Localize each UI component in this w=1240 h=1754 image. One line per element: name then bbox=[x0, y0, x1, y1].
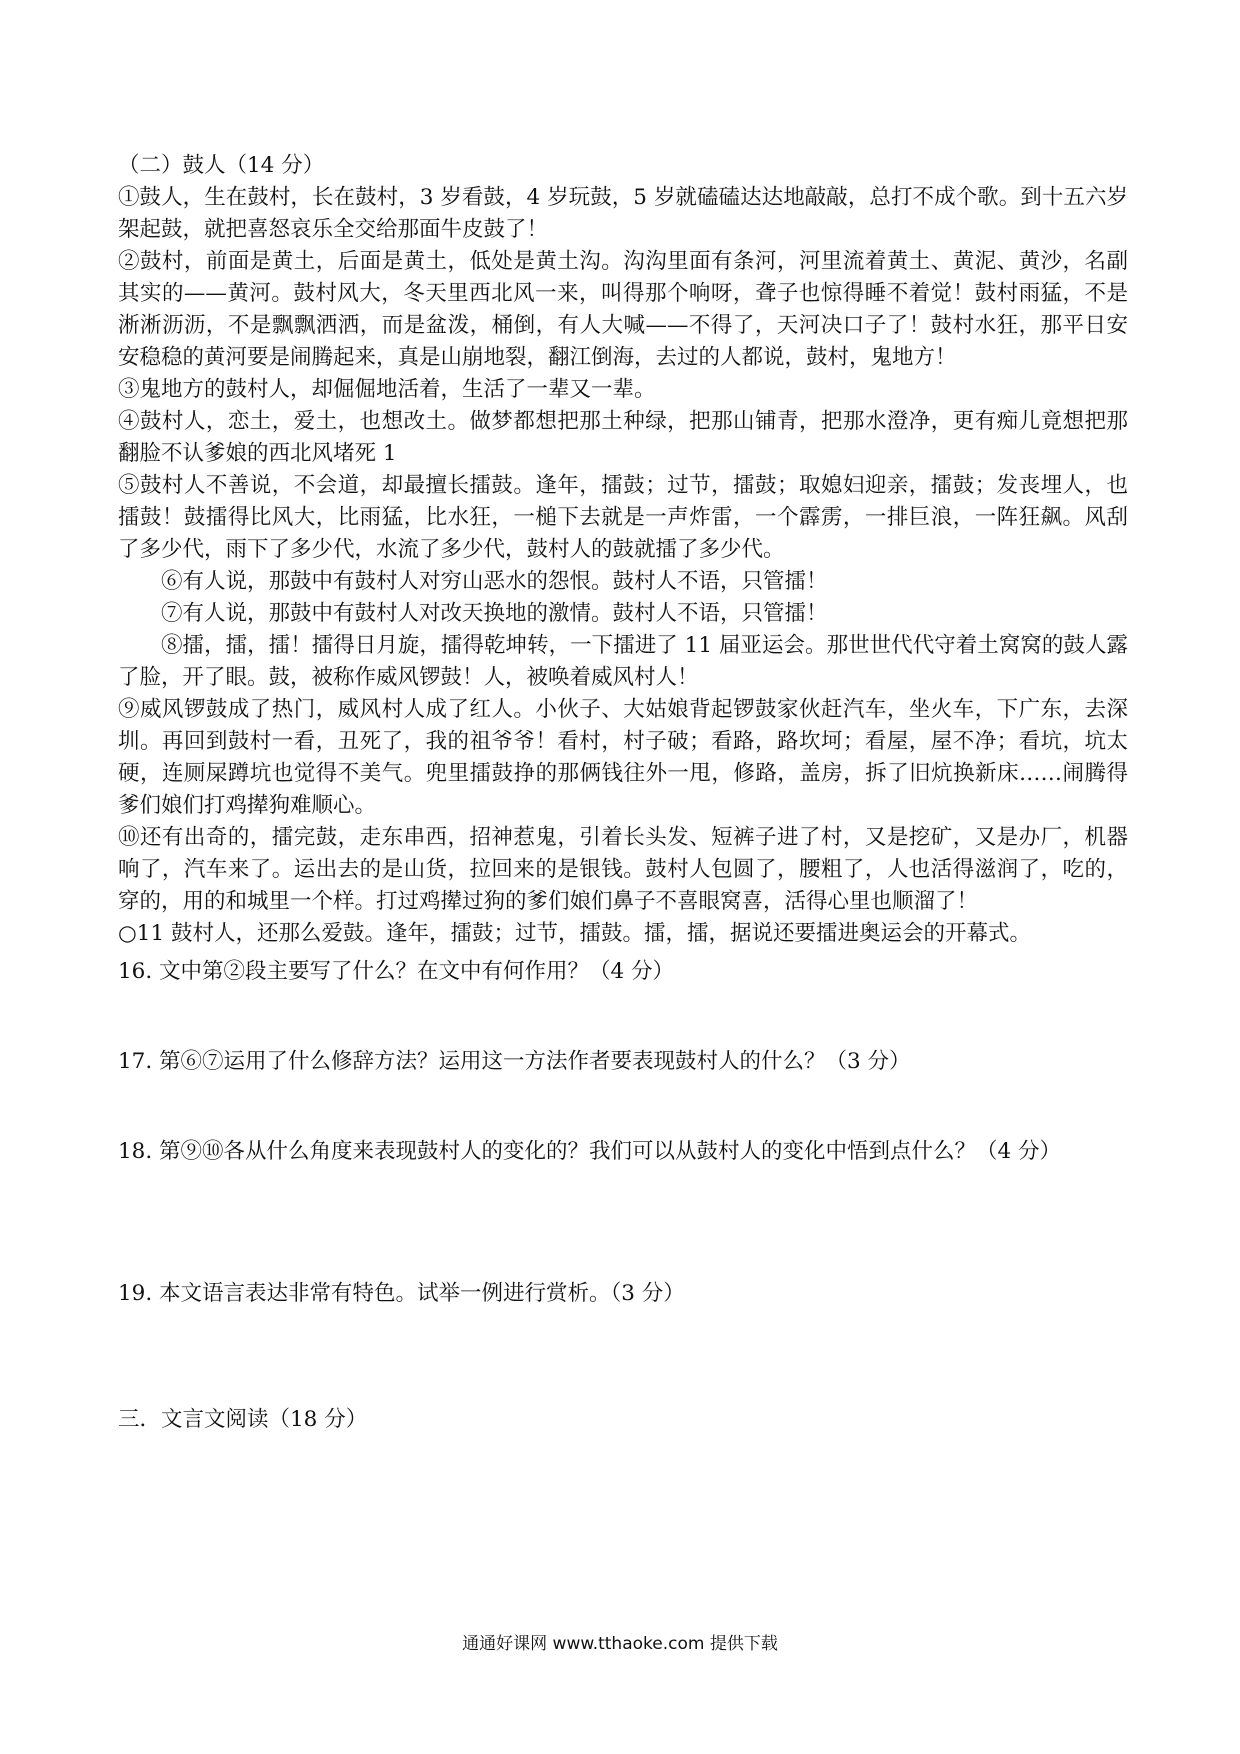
paragraph-6: ⑥有人说，那鼓中有鼓村人对穷山恶水的怨恨。鼓村人不语，只管擂！ bbox=[161, 569, 828, 594]
paragraph-11: ○11 鼓村人，还那么爱鼓。逢年，擂鼓；过节，擂鼓。擂，擂，据说还要擂进奥运会的开幕式。 bbox=[118, 921, 1031, 946]
paragraph-4: ④鼓村人，恋土，爱土，也想改土。做梦都想把那土种绿，把那山铺青，把那水澄净，更有痴儿竟想把那翻脸不认爹娘的西北风堵死 1 bbox=[118, 409, 1128, 466]
document-page bbox=[118, 150, 1128, 1436]
paragraph-9: ⑨威风锣鼓成了热门，威风村人成了红人。小伙子、大姑娘背起锣鼓家伙赶汽车，坐火车，下广东，去深圳。再回到鼓村一看，丑死了，我的祖爷爷！看村，村子破；看路，路坎坷；看屋，屋不净；看坑，坑太硬，连厕屎蹲坑也觉得不美气。兜里擂鼓挣的那俩钱往外一甩，修路，盖房，拆了旧炕换新床……闹腾得爹们娘们打鸡撵狗难顺心。 bbox=[118, 697, 1128, 818]
questions bbox=[118, 956, 1128, 1436]
paragraph-7: ⑦有人说，那鼓中有鼓村人对改天换地的激情。鼓村人不语，只管擂！ bbox=[161, 601, 828, 626]
paragraph-1: ①鼓人，生在鼓村，长在鼓村，3 岁看鼓，4 岁玩鼓，5 岁就磕磕达达地敲敲，总打不成个歌。到十五六岁架起鼓，就把喜怒哀乐全交给那面牛皮鼓了！ bbox=[118, 185, 1128, 242]
section-three-heading: 三．文言文阅读（18 分） bbox=[118, 1407, 368, 1432]
question-16: 16. 文中第②段主要写了什么？在文中有何作用？（4 分） bbox=[118, 959, 675, 984]
paragraph-10: ⑩还有出奇的，擂完鼓，走东串西，招神惹鬼，引着长头发、短裤子进了村，又是挖矿，又是办厂，机器响了，汽车来了。运出去的是山货，拉回来的是银钱。鼓村人包圆了，腰粗了，人也活得滋润了，吃的，穿的，用的和城里一个样。打过鸡撵过狗的爹们娘们鼻子不喜眼窝喜，活得心里也顺溜了！ bbox=[118, 825, 1128, 914]
question-19: 19. 本文语言表达非常有特色。试举一例进行赏析。（3 分） bbox=[118, 1281, 685, 1306]
footer-download-note: 通通好课网 www.tthaoke.com 提供下载 bbox=[462, 1634, 778, 1654]
section-title: （二）鼓人（14 分） bbox=[118, 153, 325, 178]
passage bbox=[118, 182, 1128, 950]
paragraph-2: ②鼓村，前面是黄土，后面是黄土，低处是黄土沟。沟沟里面有条河，河里流着黄土、黄泥、黄沙，名副其实的——黄河。鼓村风大，冬天里西北风一来，叫得那个响呀，聋子也惊得睡不着觉！鼓村雨猛，不是淅淅沥沥，不是飘飘洒洒，而是盆泼，桶倒，有人大喊——不得了，天河决口子了！鼓村水狂，那平日安安稳稳的黄河要是闹腾起来，真是山崩地裂，翻江倒海，去过的人都说，鼓村，鬼地方！ bbox=[118, 249, 1128, 370]
paragraph-3: ③鬼地方的鼓村人，却倔倔地活着，生活了一辈又一辈。 bbox=[118, 377, 656, 402]
question-18: 18. 第⑨⑩各从什么角度来表现鼓村人的变化的？我们可以从鼓村人的变化中悟到点什么？（4 分） bbox=[118, 1139, 1062, 1164]
paragraph-8: ⑧擂，擂，擂！擂得日月旋，擂得乾坤转，一下擂进了 11 届亚运会。那世世代代守着土窝窝的鼓人露了脸，开了眼。鼓，被称作威风锣鼓！人，被唤着威风村人！ bbox=[118, 633, 1128, 690]
paragraph-5: ⑤鼓村人不善说，不会道，却最擅长擂鼓。逢年，擂鼓；过节，擂鼓；取媳妇迎亲，擂鼓；发丧埋人，也擂鼓！鼓擂得比风大，比雨猛，比水狂，一槌下去就是一声炸雷，一个霹雳，一排巨浪，一阵狂飙。风刮了多少代，雨下了多少代，水流了多少代，鼓村人的鼓就擂了多少代。 bbox=[118, 473, 1128, 562]
question-17: 17. 第⑥⑦运用了什么修辞方法？运用这一方法作者要表现鼓村人的什么？（3 分） bbox=[118, 1049, 911, 1074]
